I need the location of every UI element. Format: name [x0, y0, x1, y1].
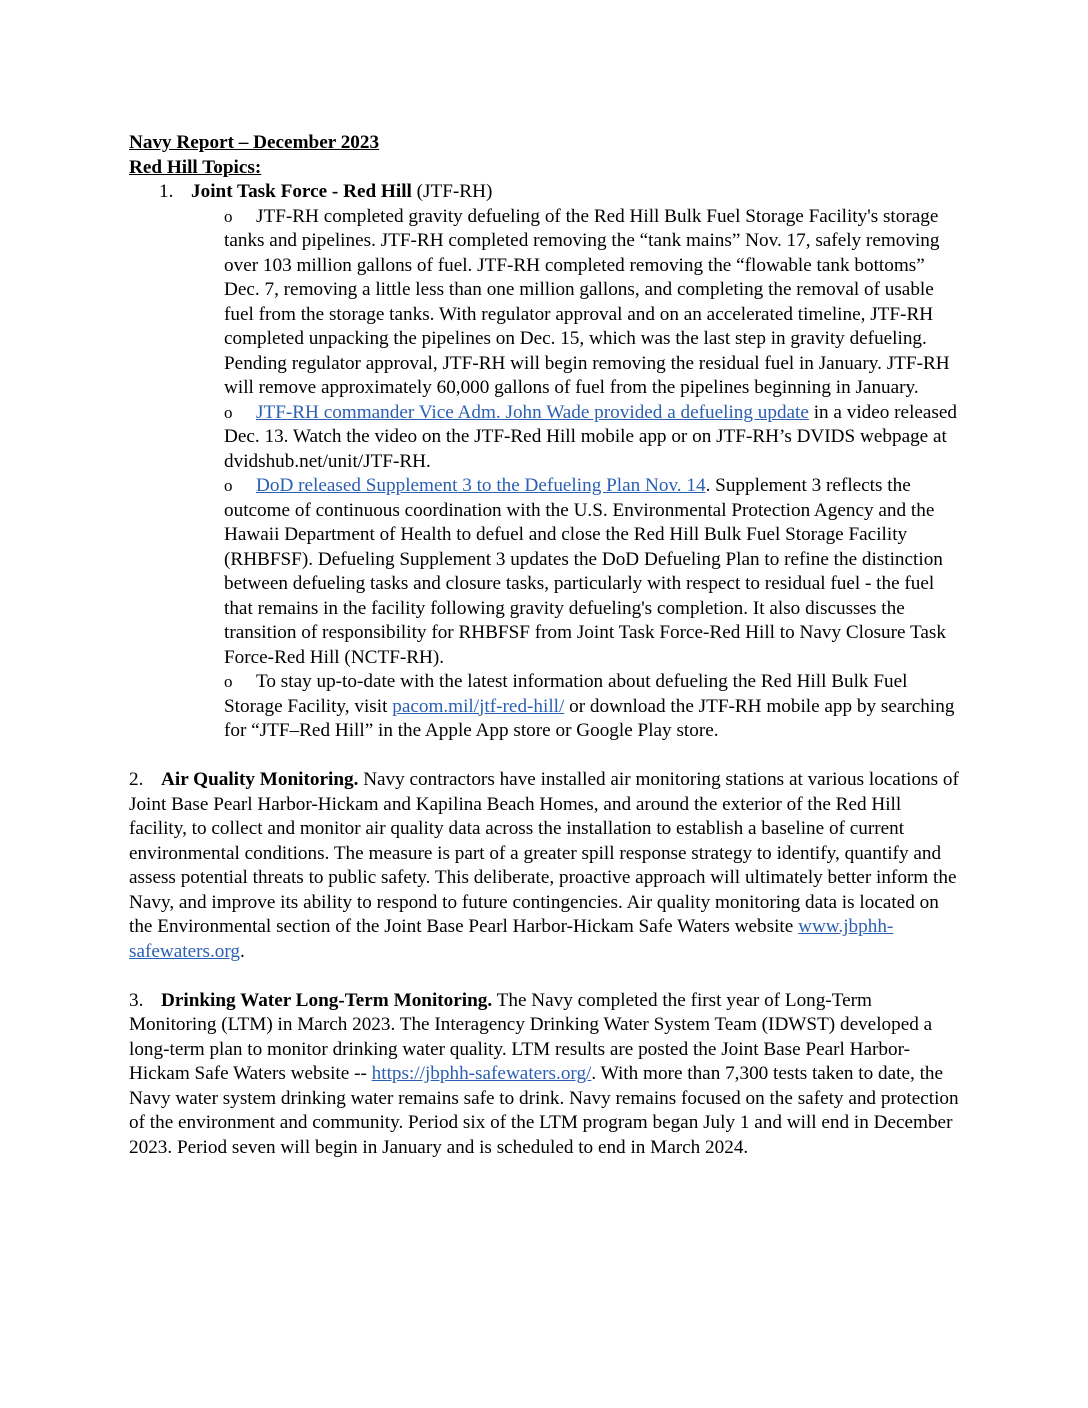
bullet-marker: o: [224, 476, 233, 495]
bullet-2-text: in a video released Dec. 13. Watch the video on the JTF-Red Hill mobile app or on JTF-RH’s DVIDS webpage at dvidshub.net/unit/JTF-RH.: [224, 401, 958, 472]
item-1-heading: [129, 180, 961, 205]
item-2-number: 2.: [129, 769, 144, 790]
document-body: [129, 131, 961, 1160]
item-3-number: 3.: [129, 989, 144, 1011]
bullet-4-text-before: To stay up-to-date with the latest information about defueling the Red Hill Bulk Fuel Storage Facility, visit: [224, 671, 908, 717]
item-2-title: Air Quality Monitoring.: [161, 769, 359, 790]
bullet-4-text: or download the JTF-RH mobile app by searching for “JTF–Red Hill” in the Apple App store or Google Play store.: [224, 695, 955, 741]
bullet-1: [224, 205, 961, 401]
item-1-title: Joint Task Force - Red Hill: [191, 181, 412, 202]
spacer: [129, 744, 961, 769]
safewaters-link[interactable]: www.jbphh-safewaters.org: [129, 916, 894, 962]
bullet-4: [224, 670, 961, 744]
bullet-marker: o: [224, 402, 233, 422]
pacom-link[interactable]: pacom.mil/jtf-red-hill/: [392, 695, 565, 717]
spacer: [129, 964, 961, 989]
item-3-text-after: . With more than 7,300 tests taken to date, the Navy water system drinking water remains safe to drink. Navy remains focused on the safety and protection of the environment and community. Period six of the LTM program began July 1 and will end in December 2023. Period seven will begin in January and is scheduled to end in March 2024.: [129, 1063, 959, 1158]
item-3-title: Drinking Water Long-Term Monitoring.: [161, 989, 493, 1011]
bullet-3-text: . Supplement 3 reflects the outcome of continuous coordination with the U.S. Environmental Protection Agency and the Hawaii Department of Health to defuel and close the Red Hill Bulk Fuel Storage Facility (RHBFSF). Defueling Supplement 3 updates the DoD Defueling Plan to refine the distinction between defueling tasks and closure tasks, particularly with respect to residual fuel - the fuel that remains in the facility following gravity defueling's completion. It also discusses the transition of responsibility for RHBFSF from Joint Task Force-Red Hill to Navy Closure Task Force-Red Hill (NCTF-RH).: [224, 475, 946, 668]
item-3-text: The Navy completed the first year of Long-Term Monitoring (LTM) in March 2023. The Interagency Drinking Water System Team (IDWST) developed a long-term plan to monitor drinking water quality. LTM results are posted the Joint Base Pearl Harbor-Hickam Safe Waters website --: [129, 989, 933, 1084]
item-2-text: Navy contractors have installed air monitoring stations at various locations of Joint Base Pearl Harbor-Hickam and Kapilina Beach Homes, and around the exterior of the Red Hill facility, to collect and monitor air quality data across the installation to establish a baseline of current environmental conditions. The measure is part of a greater spill response strategy to identify, quantify and assess potential threats to public safety. This deliberate, proactive approach will ultimately better inform the Navy, and improve its ability to respond to future contingencies. Air quality monitoring data is located on the Environmental section of the Joint Base Pearl Harbor-Hickam Safe Waters website: [129, 769, 959, 937]
bullet-3: [224, 474, 961, 670]
defueling-update-link[interactable]: JTF-RH commander Vice Adm. John Wade provided a defueling update: [256, 401, 809, 423]
supplement-3-link[interactable]: DoD released Supplement 3 to the Defueling Plan Nov. 14: [256, 475, 706, 496]
item-1-number: 1.: [159, 181, 174, 202]
jbphh-safewaters-link[interactable]: https://jbphh-safewaters.org/: [371, 1063, 592, 1084]
item-1-bullets: [129, 205, 961, 744]
item-3-paragraph: [129, 989, 961, 1161]
bullet-marker: o: [224, 206, 233, 226]
item-2-paragraph: [129, 768, 961, 964]
bullet-2: [224, 401, 961, 475]
report-title: Navy Report – December 2023: [129, 132, 380, 153]
bullet-marker: o: [224, 672, 233, 691]
item-2-end: .: [240, 940, 245, 962]
item-1-suffix: (JTF-RH): [411, 181, 493, 202]
bullet-1-text: JTF-RH completed gravity defueling of the Red Hill Bulk Fuel Storage Facility's storage tanks and pipelines. JTF-RH completed removing the “tank mains” Nov. 17, safely removing over 103 million gallons of fuel. JTF-RH completed removing the “flowable tank bottoms” Dec. 7, removing a little less than one million gallons, and completing the removal of usable fuel from the storage tanks. With regulator approval and on an accelerated timeline, JTF-RH completed unpacking the pipelines on Dec. 15, which was the last step in gravity defueling. Pending regulator approval, JTF-RH will begin removing the residual fuel in January. JTF-RH will remove approximately 60,000 gallons of fuel from the pipelines beginning in January.: [224, 205, 950, 398]
section-heading: Red Hill Topics:: [129, 156, 262, 178]
